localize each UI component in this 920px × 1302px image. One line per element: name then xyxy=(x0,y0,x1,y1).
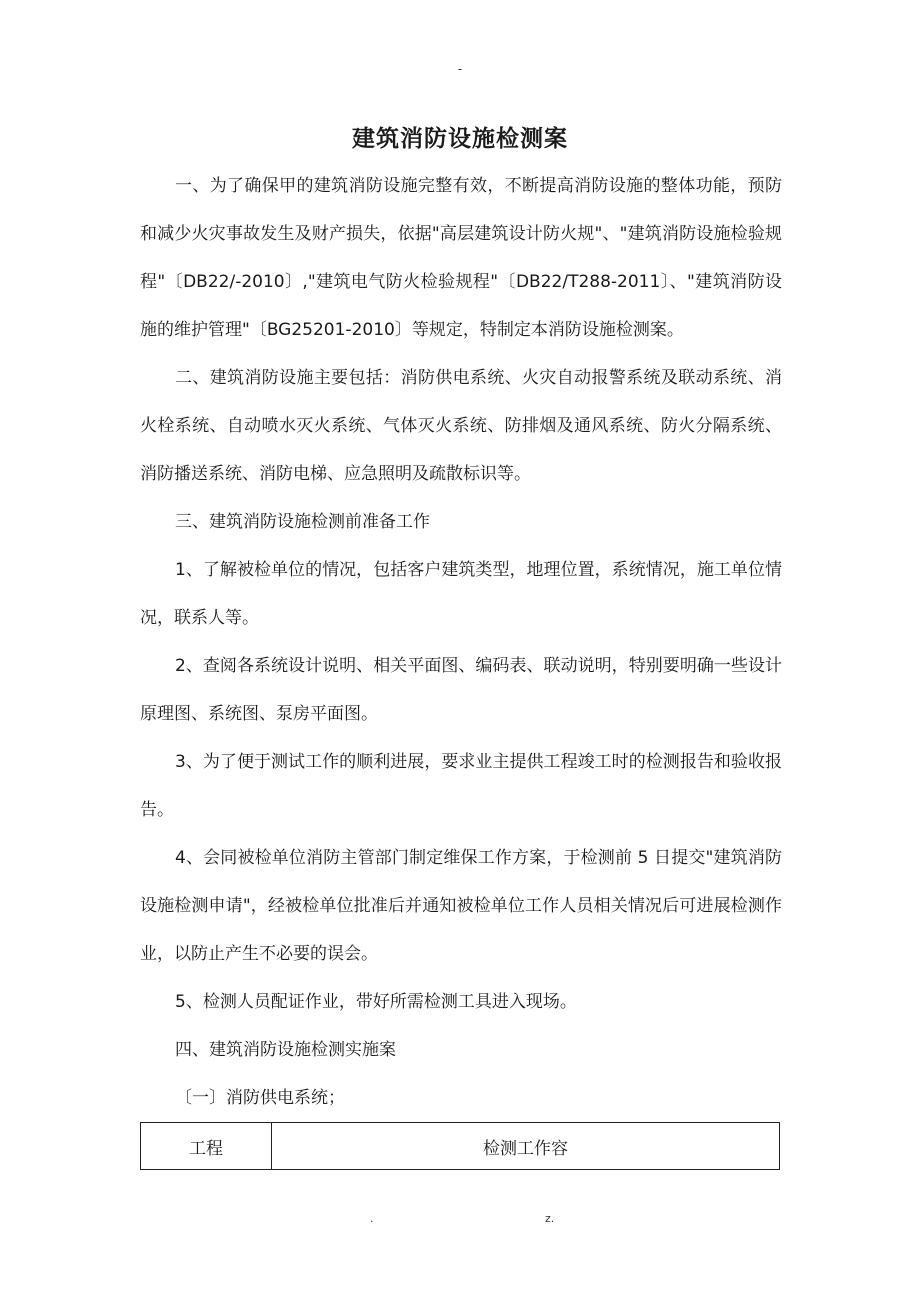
document-body xyxy=(140,162,782,1122)
table-header-content: 检测工作容 xyxy=(483,1138,568,1159)
header-mark: - xyxy=(457,62,463,76)
paragraph-3: 三、建筑消防设施检测前准备工作 xyxy=(175,512,430,532)
paragraph-8: 5、检测人员配证作业，带好所需检测工具进入现场。 xyxy=(175,992,577,1012)
page-footer xyxy=(0,1212,920,1232)
footer-right-mark: z. xyxy=(545,1212,555,1225)
paragraph-7: 4、会同被检单位消防主管部门制定维保工作方案，于检测前 5 日提交"建筑消防设施检测申请"，经被检单位批准后并通知被检单位工作人员相关情况后可进展检测作业，以防止产生不必要的误会。 xyxy=(140,848,782,964)
paragraph-2: 二、建筑消防设施主要包括：消防供电系统、火灾自动报警系统及联动系统、消火栓系统、自动喷水灭火系统、气体灭火系统、防排烟及通风系统、防火分隔系统、消防播送系统、消防电梯、应急照明及疏散标识等。 xyxy=(140,368,782,484)
paragraph-5: 2、查阅各系统设计说明、相关平面图、编码表、联动说明，特别要明确一些设计原理图、系统图、泵房平面图。 xyxy=(140,656,782,724)
document-title: 建筑消防设施检测案 xyxy=(352,126,568,152)
inspection-table xyxy=(140,1122,780,1170)
paragraph-6: 3、为了便于测试工作的顺利进展，要求业主提供工程竣工时的检测报告和验收报告。 xyxy=(140,752,782,820)
footer-left-mark: . xyxy=(370,1212,374,1225)
paragraph-10: 〔一〕消防供电系统； xyxy=(175,1088,345,1108)
paragraph-9: 四、建筑消防设施检测实施案 xyxy=(175,1040,396,1060)
paragraph-1: 一、为了确保甲的建筑消防设施完整有效，不断提高消防设施的整体功能，预防和减少火灾事故发生及财产损失，依据"高层建筑设计防火规"、"建筑消防设施检验规程"〔DB22/-2010〕,"建筑电气防火检验规程"〔DB22/T288-2011〕、"建筑消防设施的维护管理"〔BG25201-2010〕等规定，特制定本消防设施检测案。 xyxy=(140,176,782,340)
table-header-item: 工程 xyxy=(141,1123,272,1169)
paragraph-4: 1、了解被检单位的情况，包括客户建筑类型，地理位置，系统情况，施工单位情况，联系人等。 xyxy=(140,560,782,628)
